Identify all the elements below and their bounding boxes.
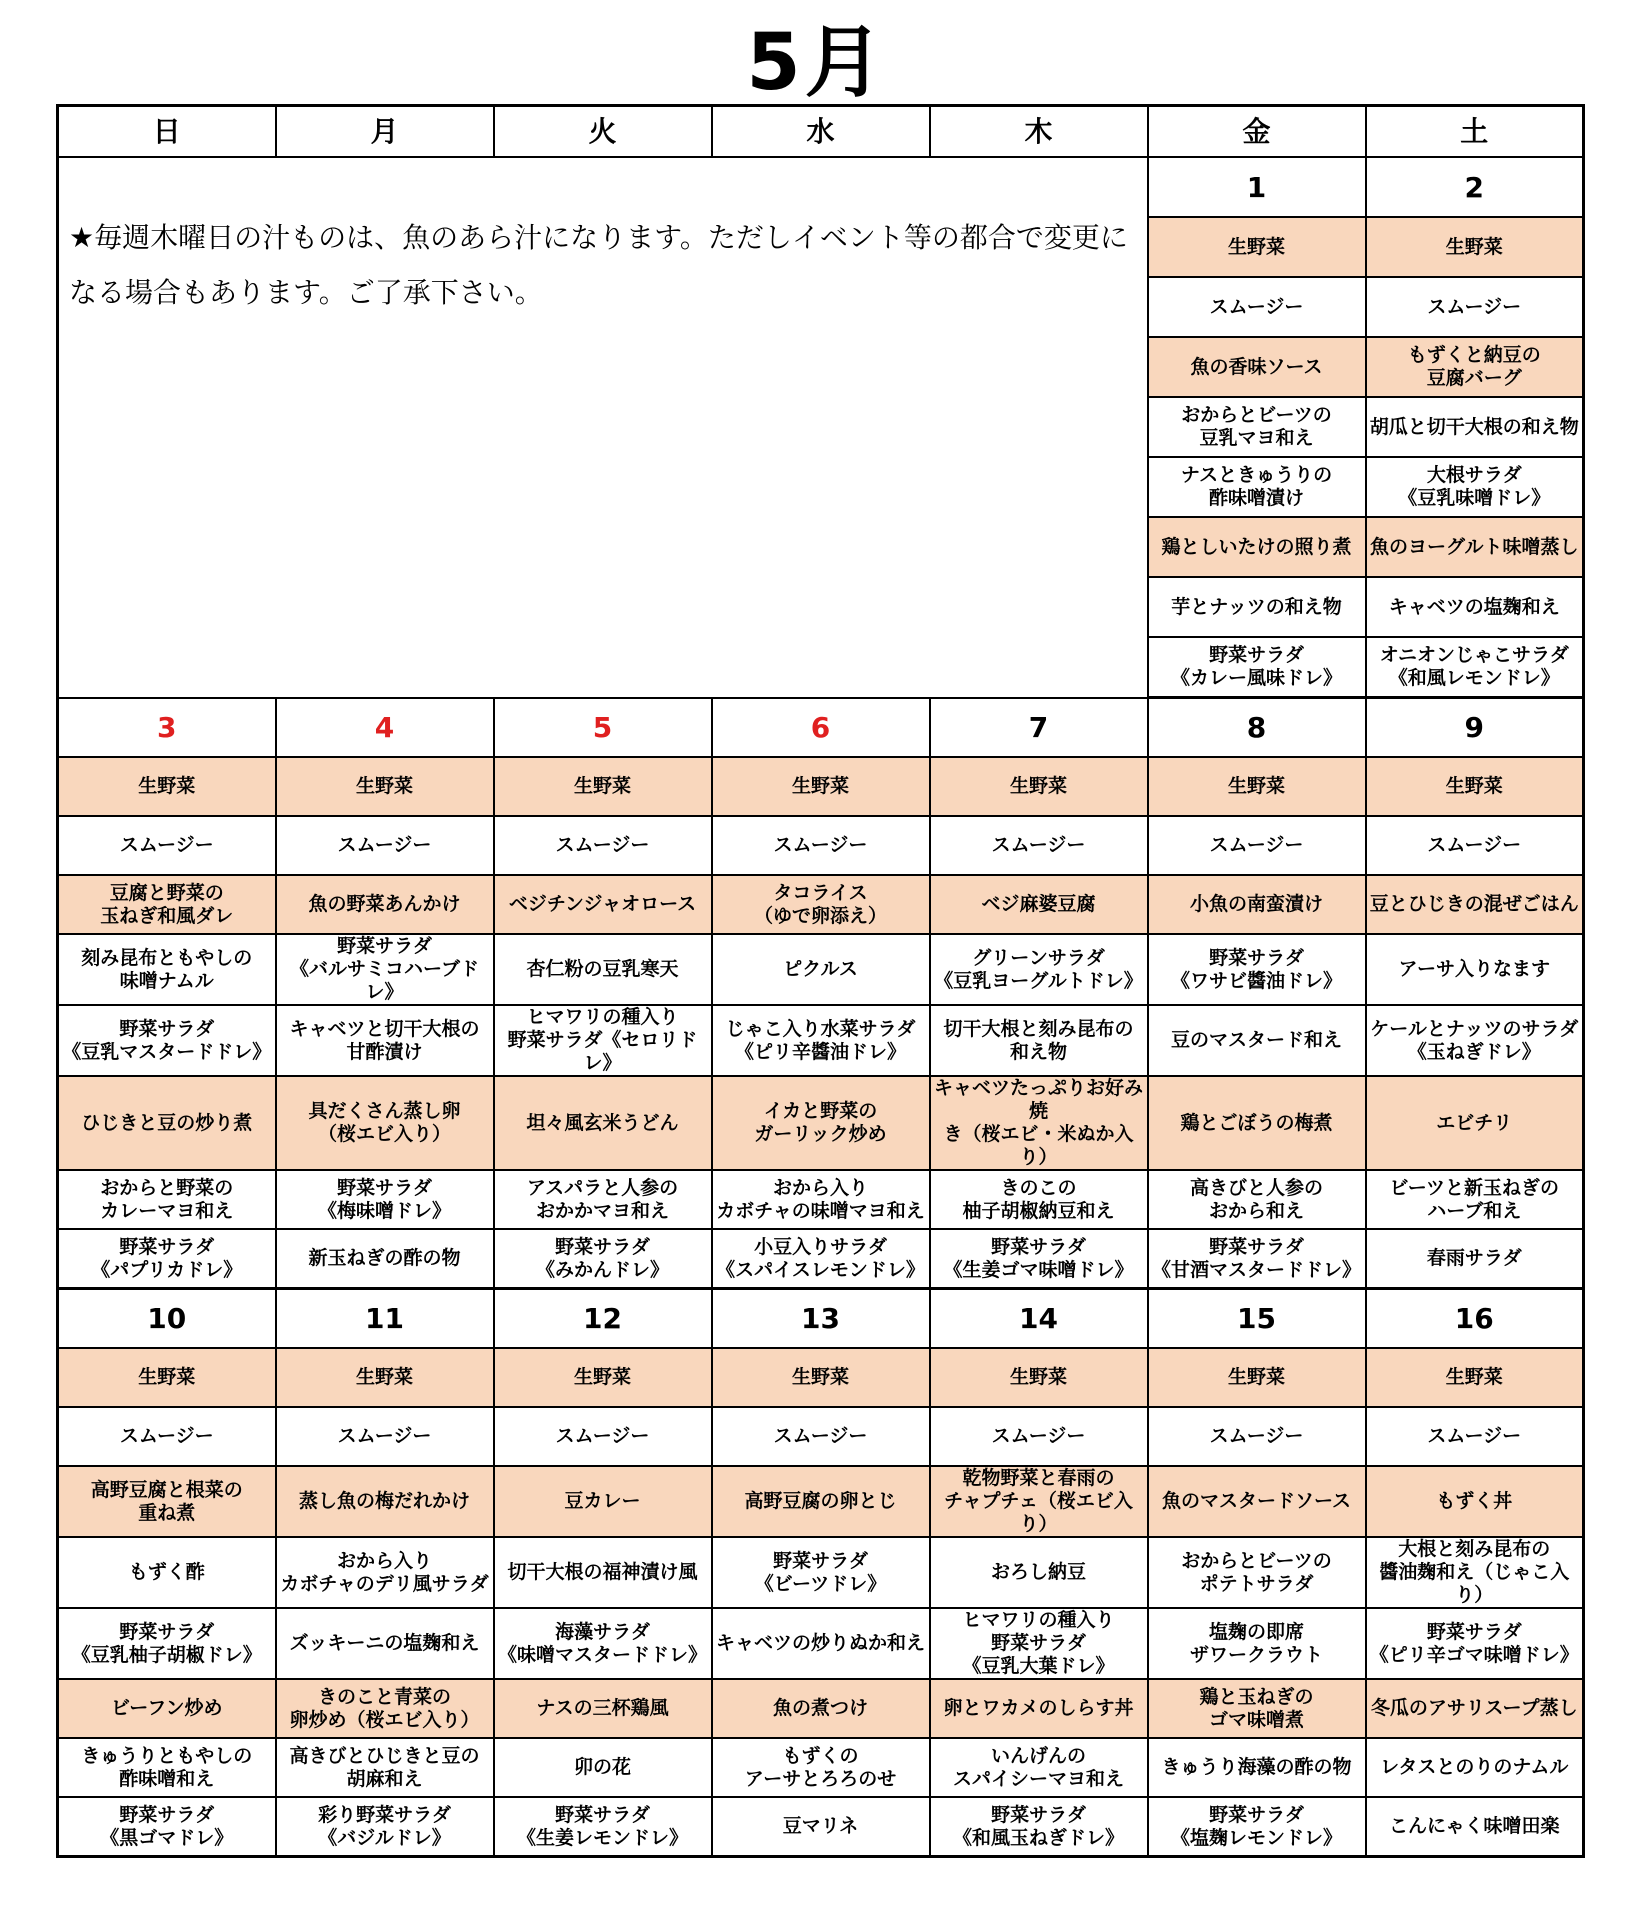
menu-cell: キャベツの塩麹和え bbox=[1366, 577, 1584, 637]
menu-cell: ナスときゅうりの 酢味噌漬け bbox=[1148, 457, 1366, 517]
menu-cell: きゅうりともやしの 酢味噌和え bbox=[58, 1738, 276, 1797]
menu-cell: ビーツと新玉ねぎの ハーブ和え bbox=[1366, 1170, 1584, 1229]
week3-menu-row bbox=[58, 1466, 1584, 1537]
menu-cell: 野菜サラダ 《みかんドレ》 bbox=[494, 1229, 712, 1289]
menu-cell: 野菜サラダ 《豆乳柚子胡椒ドレ》 bbox=[58, 1608, 276, 1679]
menu-cell: スムージー bbox=[1148, 816, 1366, 875]
week3-menu-row bbox=[58, 1738, 1584, 1797]
menu-cell: 新玉ねぎの酢の物 bbox=[276, 1229, 494, 1289]
menu-cell: ナスの三杯鶏風 bbox=[494, 1679, 712, 1738]
week3-menu-row bbox=[58, 1537, 1584, 1608]
menu-cell: 野菜サラダ 《ビーツドレ》 bbox=[712, 1537, 930, 1608]
menu-cell: 生野菜 bbox=[276, 1348, 494, 1407]
week3-menu-row bbox=[58, 1348, 1584, 1407]
menu-cell: おからとビーツの ポテトサラダ bbox=[1148, 1537, 1366, 1608]
menu-cell: オニオンじゃこサラダ 《和風レモンドレ》 bbox=[1366, 637, 1584, 698]
weekday-header-row bbox=[58, 106, 1584, 158]
menu-cell: 生野菜 bbox=[494, 1348, 712, 1407]
menu-cell: エビチリ bbox=[1366, 1076, 1584, 1170]
menu-cell: じゃこ入り水菜サラダ 《ピリ辛醬油ドレ》 bbox=[712, 1005, 930, 1076]
menu-cell: 生野菜 bbox=[712, 1348, 930, 1407]
menu-cell: 鶏とごぼうの梅煮 bbox=[1148, 1076, 1366, 1170]
week2-menu-row bbox=[58, 1170, 1584, 1229]
menu-cell: 生野菜 bbox=[930, 757, 1148, 816]
menu-cell: イカと野菜の ガーリック炒め bbox=[712, 1076, 930, 1170]
menu-cell: 生野菜 bbox=[1148, 757, 1366, 816]
menu-cell: ケールとナッツのサラダ 《玉ねぎドレ》 bbox=[1366, 1005, 1584, 1076]
menu-cell: 野菜サラダ 《黒ゴマドレ》 bbox=[58, 1797, 276, 1857]
menu-cell: 坦々風玄米うどん bbox=[494, 1076, 712, 1170]
weekday-sun: 日 bbox=[58, 106, 276, 158]
menu-cell: 芋とナッツの和え物 bbox=[1148, 577, 1366, 637]
menu-cell: 高きびと人参の おから和え bbox=[1148, 1170, 1366, 1229]
notice-text: ★毎週木曜日の汁ものは、魚のあら汁になります。ただしイベント等の都合で変更になる場合もあります。ご了承下さい。 bbox=[58, 157, 1148, 698]
date-1: 1 bbox=[1148, 157, 1366, 217]
week2-menu-row bbox=[58, 757, 1584, 816]
date-11: 11 bbox=[276, 1289, 494, 1349]
menu-cell: キャベツたっぷりお好み焼 き（桜エビ・米ぬか入り） bbox=[930, 1076, 1148, 1170]
menu-cell: 海藻サラダ 《味噌マスタードドレ》 bbox=[494, 1608, 712, 1679]
menu-cell: おからと野菜の カレーマヨ和え bbox=[58, 1170, 276, 1229]
menu-cell: 高きびとひじきと豆の 胡麻和え bbox=[276, 1738, 494, 1797]
menu-cell: おから入り カボチャの味噌マヨ和え bbox=[712, 1170, 930, 1229]
menu-cell: いんげんの スパイシーマヨ和え bbox=[930, 1738, 1148, 1797]
menu-cell: 豆のマスタード和え bbox=[1148, 1005, 1366, 1076]
date-3: 3 bbox=[58, 698, 276, 758]
menu-cell: 生野菜 bbox=[1148, 1348, 1366, 1407]
menu-cell: スムージー bbox=[712, 1407, 930, 1466]
menu-cell: スムージー bbox=[1366, 1407, 1584, 1466]
menu-cell: 野菜サラダ 《和風玉ねぎドレ》 bbox=[930, 1797, 1148, 1857]
menu-cell: 杏仁粉の豆乳寒天 bbox=[494, 934, 712, 1005]
weekday-mon: 月 bbox=[276, 106, 494, 158]
week3-menu-row bbox=[58, 1679, 1584, 1738]
date-7: 7 bbox=[930, 698, 1148, 758]
menu-cell: 鶏と玉ねぎの ゴマ味噌煮 bbox=[1148, 1679, 1366, 1738]
menu-cell: きのこと青菜の 卵炒め（桜エビ入り） bbox=[276, 1679, 494, 1738]
menu-cell: 生野菜 bbox=[930, 1348, 1148, 1407]
menu-cell: ビーフン炒め bbox=[58, 1679, 276, 1738]
menu-cell: こんにゃく味噌田楽 bbox=[1366, 1797, 1584, 1857]
date-16: 16 bbox=[1366, 1289, 1584, 1349]
date-14: 14 bbox=[930, 1289, 1148, 1349]
page-title: 5月 bbox=[746, 18, 887, 108]
menu-cell: きゅうり海藻の酢の物 bbox=[1148, 1738, 1366, 1797]
week2-menu-row bbox=[58, 1005, 1584, 1076]
menu-cell: レタスとのりのナムル bbox=[1366, 1738, 1584, 1797]
week2-menu-row bbox=[58, 1229, 1584, 1289]
menu-cell: 魚のマスタードソース bbox=[1148, 1466, 1366, 1537]
date-8: 8 bbox=[1148, 698, 1366, 758]
menu-cell: キャベツの炒りぬか和え bbox=[712, 1608, 930, 1679]
menu-cell: スムージー bbox=[1366, 277, 1584, 337]
menu-cell: 生野菜 bbox=[712, 757, 930, 816]
menu-cell: スムージー bbox=[58, 816, 276, 875]
menu-cell: もずくの アーサとろろのせ bbox=[712, 1738, 930, 1797]
week3-menu-row bbox=[58, 1608, 1584, 1679]
date-5: 5 bbox=[494, 698, 712, 758]
date-6: 6 bbox=[712, 698, 930, 758]
menu-cell: 刻み昆布ともやしの 味噌ナムル bbox=[58, 934, 276, 1005]
menu-cell: スムージー bbox=[276, 1407, 494, 1466]
menu-cell: 豆マリネ bbox=[712, 1797, 930, 1857]
menu-cell: ヒマワリの種入り 野菜サラダ 《豆乳大葉ドレ》 bbox=[930, 1608, 1148, 1679]
menu-cell: 生野菜 bbox=[1366, 1348, 1584, 1407]
week3-menu-row bbox=[58, 1797, 1584, 1857]
menu-cell: 生野菜 bbox=[1366, 757, 1584, 816]
menu-cell: キャベツと切干大根の 甘酢漬け bbox=[276, 1005, 494, 1076]
menu-cell: もずく酢 bbox=[58, 1537, 276, 1608]
weekday-sat: 土 bbox=[1366, 106, 1584, 158]
menu-cell: 彩り野菜サラダ 《バジルドレ》 bbox=[276, 1797, 494, 1857]
menu-cell: 冬瓜のアサリスープ蒸し bbox=[1366, 1679, 1584, 1738]
menu-cell: ピクルス bbox=[712, 934, 930, 1005]
menu-cell: 魚の煮つけ bbox=[712, 1679, 930, 1738]
menu-cell: ベジチンジャオロース bbox=[494, 875, 712, 934]
date-9: 9 bbox=[1366, 698, 1584, 758]
menu-cell: 卯の花 bbox=[494, 1738, 712, 1797]
menu-cell: 豆とひじきの混ぜごはん bbox=[1366, 875, 1584, 934]
menu-cell: 小豆入りサラダ 《スパイスレモンドレ》 bbox=[712, 1229, 930, 1289]
menu-cell: 切干大根の福神漬け風 bbox=[494, 1537, 712, 1608]
menu-cell: 切干大根と刻み昆布の 和え物 bbox=[930, 1005, 1148, 1076]
menu-cell: 乾物野菜と春雨の チャプチェ（桜エビ入り） bbox=[930, 1466, 1148, 1537]
menu-cell: 野菜サラダ 《ワサビ醬油ドレ》 bbox=[1148, 934, 1366, 1005]
menu-cell: おからとビーツの 豆乳マヨ和え bbox=[1148, 397, 1366, 457]
menu-cell: 野菜サラダ 《カレー風味ドレ》 bbox=[1148, 637, 1366, 698]
menu-cell: 魚の香味ソース bbox=[1148, 337, 1366, 397]
menu-cell: スムージー bbox=[930, 816, 1148, 875]
menu-cell: 野菜サラダ 《ピリ辛ゴマ味噌ドレ》 bbox=[1366, 1608, 1584, 1679]
menu-cell: 小魚の南蛮漬け bbox=[1148, 875, 1366, 934]
menu-cell: 卵とワカメのしらす丼 bbox=[930, 1679, 1148, 1738]
menu-cell: きのこの 柚子胡椒納豆和え bbox=[930, 1170, 1148, 1229]
menu-cell: 大根と刻み昆布の 醬油麹和え（じゃこ入り） bbox=[1366, 1537, 1584, 1608]
weekday-wed: 水 bbox=[712, 106, 930, 158]
menu-cell: もずく丼 bbox=[1366, 1466, 1584, 1537]
menu-cell: 野菜サラダ 《生姜ゴマ味噌ドレ》 bbox=[930, 1229, 1148, 1289]
menu-cell: 野菜サラダ 《塩麹レモンドレ》 bbox=[1148, 1797, 1366, 1857]
date-2: 2 bbox=[1366, 157, 1584, 217]
week2-menu-row bbox=[58, 1076, 1584, 1170]
menu-cell: もずくと納豆の 豆腐バーグ bbox=[1366, 337, 1584, 397]
menu-cell: タコライス （ゆで卵添え） bbox=[712, 875, 930, 934]
menu-cell: 豆カレー bbox=[494, 1466, 712, 1537]
menu-cell: 春雨サラダ bbox=[1366, 1229, 1584, 1289]
menu-cell: 高野豆腐と根菜の 重ね煮 bbox=[58, 1466, 276, 1537]
date-10: 10 bbox=[58, 1289, 276, 1349]
week3-menu-row bbox=[58, 1407, 1584, 1466]
menu-calendar bbox=[56, 104, 1585, 1858]
menu-cell: 生野菜 bbox=[58, 757, 276, 816]
menu-cell: アスパラと人参の おかかマヨ和え bbox=[494, 1170, 712, 1229]
date-13: 13 bbox=[712, 1289, 930, 1349]
menu-cell: 生野菜 bbox=[58, 1348, 276, 1407]
menu-cell: 魚のヨーグルト味噌蒸し bbox=[1366, 517, 1584, 577]
menu-cell: 塩麹の即席 ザワークラウト bbox=[1148, 1608, 1366, 1679]
menu-cell: 胡瓜と切干大根の和え物 bbox=[1366, 397, 1584, 457]
menu-cell: スムージー bbox=[930, 1407, 1148, 1466]
menu-cell: 野菜サラダ 《梅味噌ドレ》 bbox=[276, 1170, 494, 1229]
menu-cell: おろし納豆 bbox=[930, 1537, 1148, 1608]
weekday-tue: 火 bbox=[494, 106, 712, 158]
menu-cell: スムージー bbox=[712, 816, 930, 875]
menu-cell: スムージー bbox=[1148, 1407, 1366, 1466]
menu-cell: 生野菜 bbox=[494, 757, 712, 816]
menu-cell: 鶏としいたけの照り煮 bbox=[1148, 517, 1366, 577]
weekday-fri: 金 bbox=[1148, 106, 1366, 158]
menu-cell: アーサ入りなます bbox=[1366, 934, 1584, 1005]
menu-cell: ひじきと豆の炒り煮 bbox=[58, 1076, 276, 1170]
menu-cell: 野菜サラダ 《豆乳マスタードドレ》 bbox=[58, 1005, 276, 1076]
menu-cell: ヒマワリの種入り 野菜サラダ《セロリドレ》 bbox=[494, 1005, 712, 1076]
date-4: 4 bbox=[276, 698, 494, 758]
menu-cell: スムージー bbox=[494, 1407, 712, 1466]
week1-date-row bbox=[58, 157, 1584, 217]
menu-cell: ベジ麻婆豆腐 bbox=[930, 875, 1148, 934]
date-15: 15 bbox=[1148, 1289, 1366, 1349]
menu-cell: 豆腐と野菜の 玉ねぎ和風ダレ bbox=[58, 875, 276, 934]
week2-menu-row bbox=[58, 816, 1584, 875]
menu-cell: スムージー bbox=[276, 816, 494, 875]
menu-cell: スムージー bbox=[1148, 277, 1366, 337]
date-12: 12 bbox=[494, 1289, 712, 1349]
menu-cell: 蒸し魚の梅だれかけ bbox=[276, 1466, 494, 1537]
menu-cell: 具だくさん蒸し卵 （桜エビ入り） bbox=[276, 1076, 494, 1170]
week2-date-row bbox=[58, 698, 1584, 758]
menu-cell: 野菜サラダ 《甘酒マスタードドレ》 bbox=[1148, 1229, 1366, 1289]
weekday-thu: 木 bbox=[930, 106, 1148, 158]
menu-cell: 生野菜 bbox=[1148, 217, 1366, 277]
menu-cell: スムージー bbox=[1366, 816, 1584, 875]
menu-cell: 魚の野菜あんかけ bbox=[276, 875, 494, 934]
week2-menu-row bbox=[58, 934, 1584, 1005]
week2-menu-row bbox=[58, 875, 1584, 934]
menu-cell: グリーンサラダ 《豆乳ヨーグルトドレ》 bbox=[930, 934, 1148, 1005]
menu-cell: ズッキーニの塩麹和え bbox=[276, 1608, 494, 1679]
menu-cell: 高野豆腐の卵とじ bbox=[712, 1466, 930, 1537]
week3-date-row bbox=[58, 1289, 1584, 1349]
menu-cell: 野菜サラダ 《生姜レモンドレ》 bbox=[494, 1797, 712, 1857]
menu-cell: 野菜サラダ 《バルサミコハーブドレ》 bbox=[276, 934, 494, 1005]
menu-cell: スムージー bbox=[494, 816, 712, 875]
menu-cell: 生野菜 bbox=[1366, 217, 1584, 277]
menu-cell: 大根サラダ 《豆乳味噌ドレ》 bbox=[1366, 457, 1584, 517]
menu-cell: おから入り カボチャのデリ風サラダ bbox=[276, 1537, 494, 1608]
menu-cell: 野菜サラダ 《パプリカドレ》 bbox=[58, 1229, 276, 1289]
menu-cell: 生野菜 bbox=[276, 757, 494, 816]
menu-cell: スムージー bbox=[58, 1407, 276, 1466]
